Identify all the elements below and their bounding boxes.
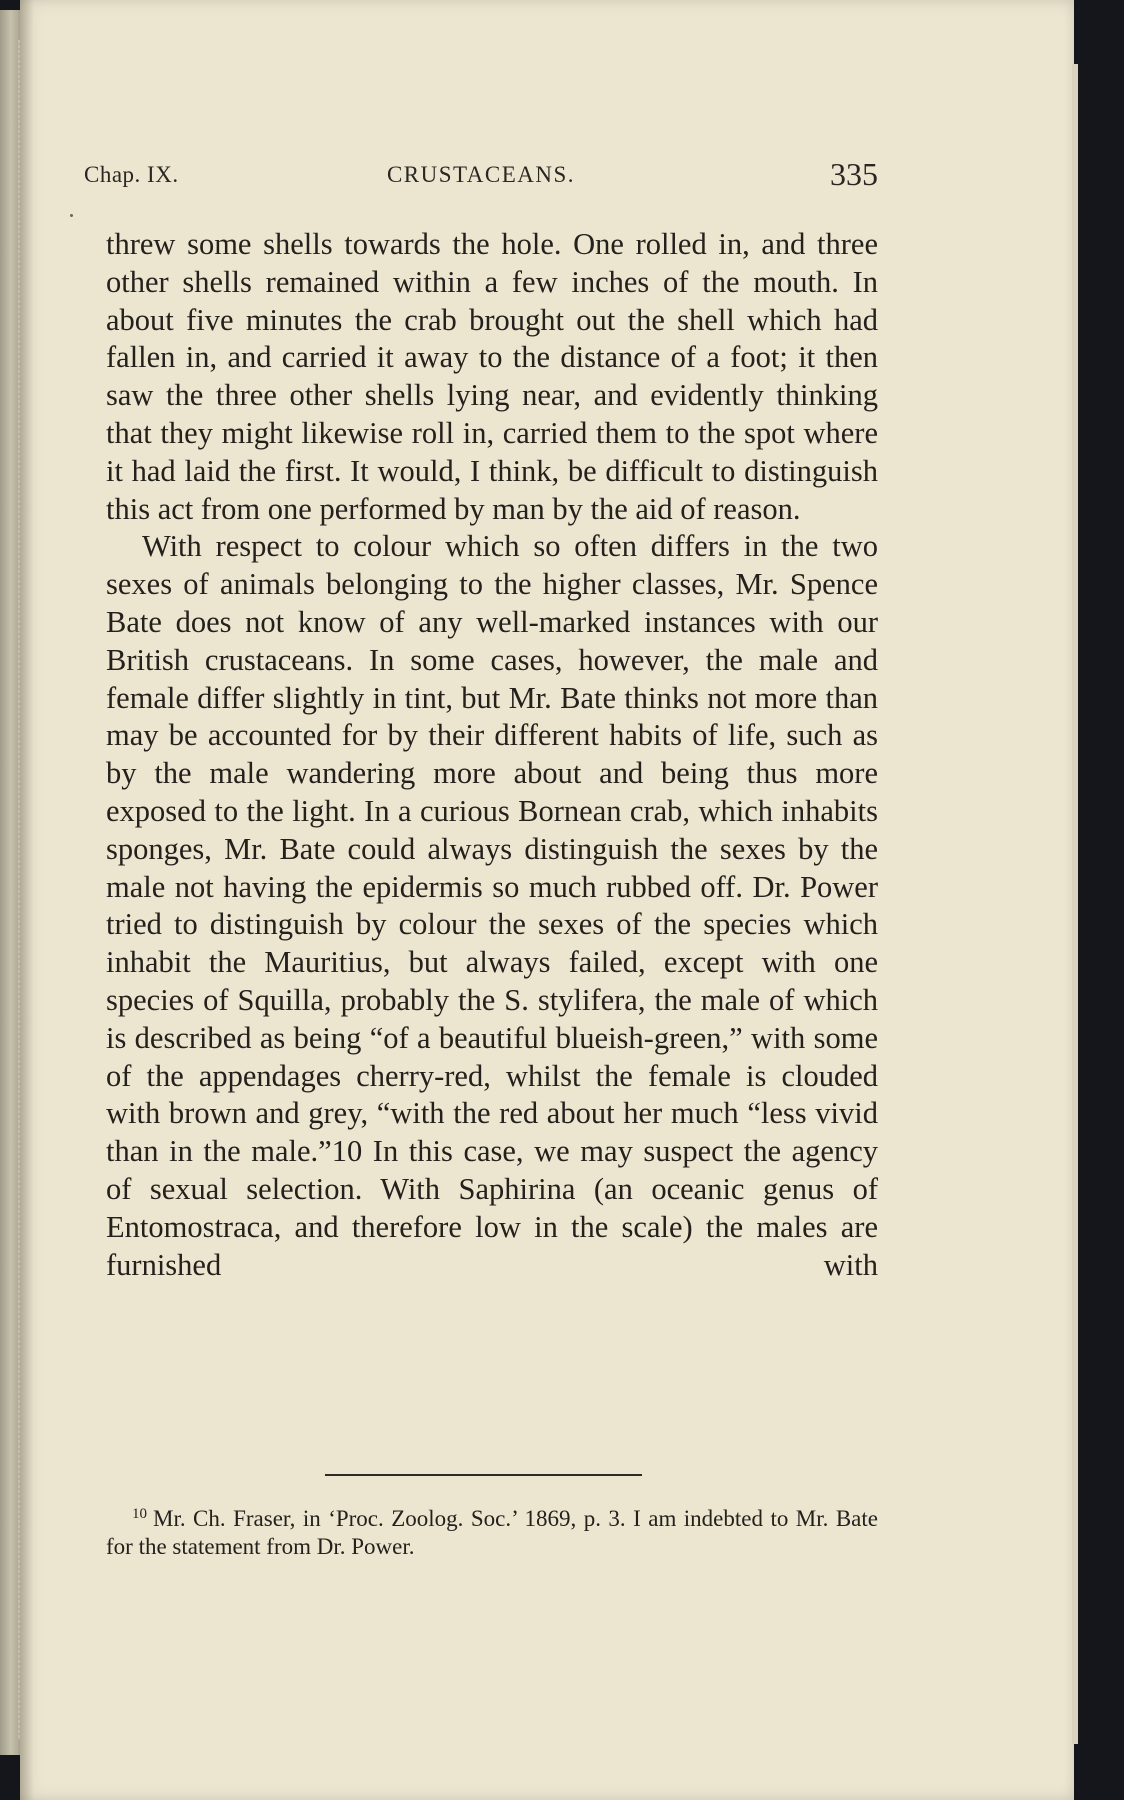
gutter-shadow [20, 0, 34, 1800]
scan-speck [70, 214, 73, 217]
paragraph-continued: threw some shells towards the hole. One rolled in, and three other shells remained within a few inches of the mouth. In about five minutes the crab brought out the shell which had fallen in, and carried it away to the distance of a foot; it then saw the three other shells lying near, and evidently thinking that they might likewise roll in, carried them to the spot where it had laid the first. It would, I think, be difficult to distinguish this act from one performed by man by the aid of reason. [106, 227, 878, 526]
footnote-number: 10 [132, 1506, 147, 1522]
chapter-label: Chap. IX. [84, 162, 179, 187]
page-right-edge [1072, 64, 1078, 1744]
footnote-rule [325, 1474, 642, 1476]
page-number: 335 [830, 156, 878, 192]
running-title: CRUSTACEANS. [386, 162, 576, 187]
footnote-text: Mr. Ch. Fraser, in ‘Proc. Zoolog. Soc.’ 1869, p. 3. I am indebted to Mr. Bate for the statement from Dr. Power. [106, 1506, 878, 1559]
running-header [84, 158, 878, 198]
paragraph-colour: With respect to colour which so often differs in the two sexes of animals belonging to the higher classes, Mr. Spence Bate does not know of any well-marked instances with our British crustaceans. In some cases, however, the male and female differ slightly in tint, but Mr. Bate thinks not more than may be accounted for by their different habits of life, such as by the male wandering more about and being thus more exposed to the light. In a curious Bornean crab, which inhabits sponges, Mr. Bate could always distinguish the sexes by the male not having the epidermis so much rubbed off. Dr. Power tried to distinguish by colour the sexes of the species which inhabit the Mauritius, but always failed, except with one species of Squilla, probably the S. stylifera, the male of which is described as being “of a beautiful blueish-green,” with some of the appendages cherry-red, whilst the female is clouded with brown and grey, “with the red about her much “less vivid than in the male.”10 In this case, we may suspect the agency of sexual selection. With Saphirina (an oceanic genus of Entomostraca, and therefore low in the scale) the males are furnished with [106, 529, 878, 1282]
main-text [106, 226, 878, 1284]
footnote [106, 1500, 878, 1561]
